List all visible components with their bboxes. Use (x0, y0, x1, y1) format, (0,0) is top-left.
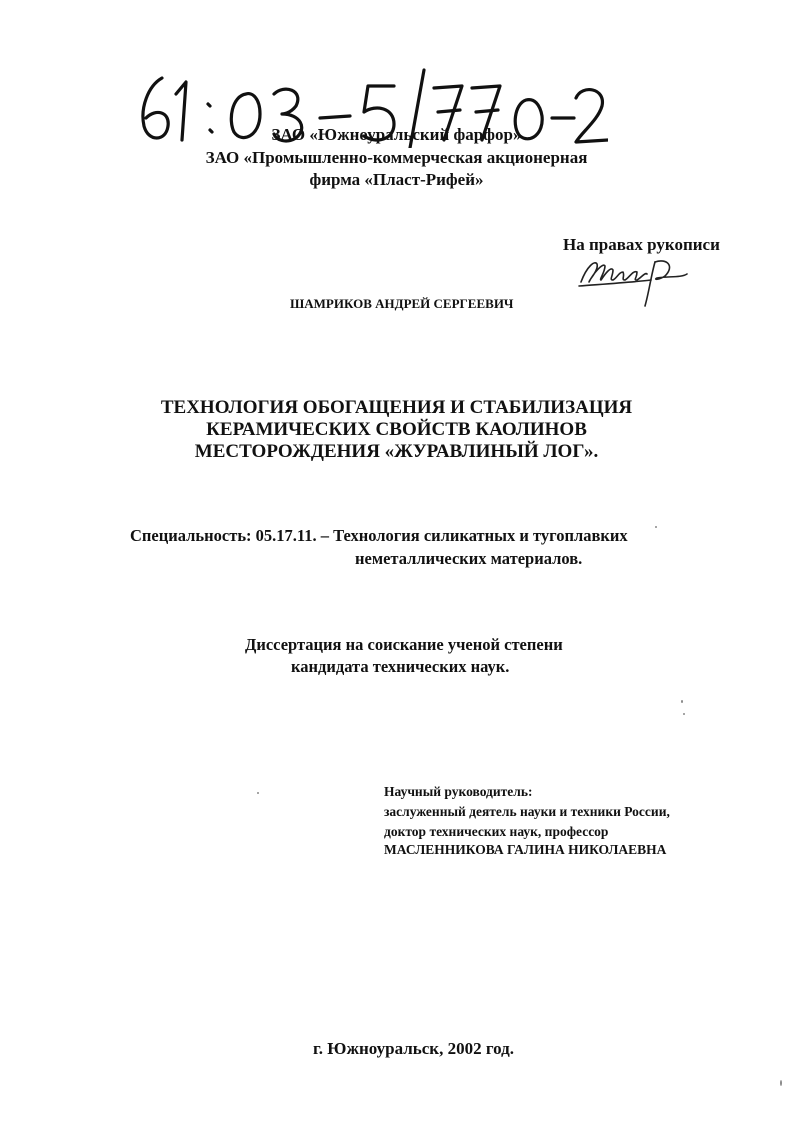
title-line-1: ТЕХНОЛОГИЯ ОБОГАЩЕНИЯ И СТАБИЛИЗАЦИЯ (160, 397, 633, 418)
author-signature (575, 252, 695, 308)
organization-line-2: ЗАО «Промышленно-коммерческая акционерная (205, 148, 588, 167)
title-line-3: МЕСТОРОЖДЕНИЯ «ЖУРАВЛИНЫЙ ЛОГ». (194, 441, 599, 462)
place-and-year: г. Южноуральск, 2002 год. (313, 1039, 515, 1058)
specialty-line-1: Специальность: 05.17.11. – Технология силикатных и тугоплавких (130, 526, 628, 545)
organization-line-1: ЗАО «Южноуральский фарфор» (271, 125, 522, 144)
author-name: ШАМРИКОВ АНДРЕЙ СЕРГЕЕВИЧ (290, 296, 514, 311)
organization-line-3: фирма «Пласт-Рифей» (309, 170, 484, 189)
dissertation-line-1: Диссертация на соискание ученой степени (245, 635, 563, 654)
scan-speck (780, 1080, 782, 1086)
supervisor-title-line-1: заслуженный деятель науки и техники России, (384, 804, 670, 819)
title-line-2: КЕРАМИЧЕСКИХ СВОЙСТВ КАОЛИНОВ (206, 419, 587, 440)
supervisor-name: МАСЛЕННИКОВА ГАЛИНА НИКОЛАЕВНА (384, 842, 667, 857)
supervisor-label: Научный руководитель: (384, 784, 533, 799)
supervisor-title-line-2: доктор технических наук, профессор (384, 824, 609, 839)
scan-speck (257, 792, 259, 794)
dissertation-line-2: кандидата технических наук. (291, 657, 510, 676)
scan-speck (683, 713, 685, 715)
scan-speck (655, 526, 657, 528)
scan-speck (681, 700, 683, 703)
rights-notice: На правах рукописи (563, 235, 720, 254)
specialty-line-2: неметаллических материалов. (355, 549, 583, 568)
